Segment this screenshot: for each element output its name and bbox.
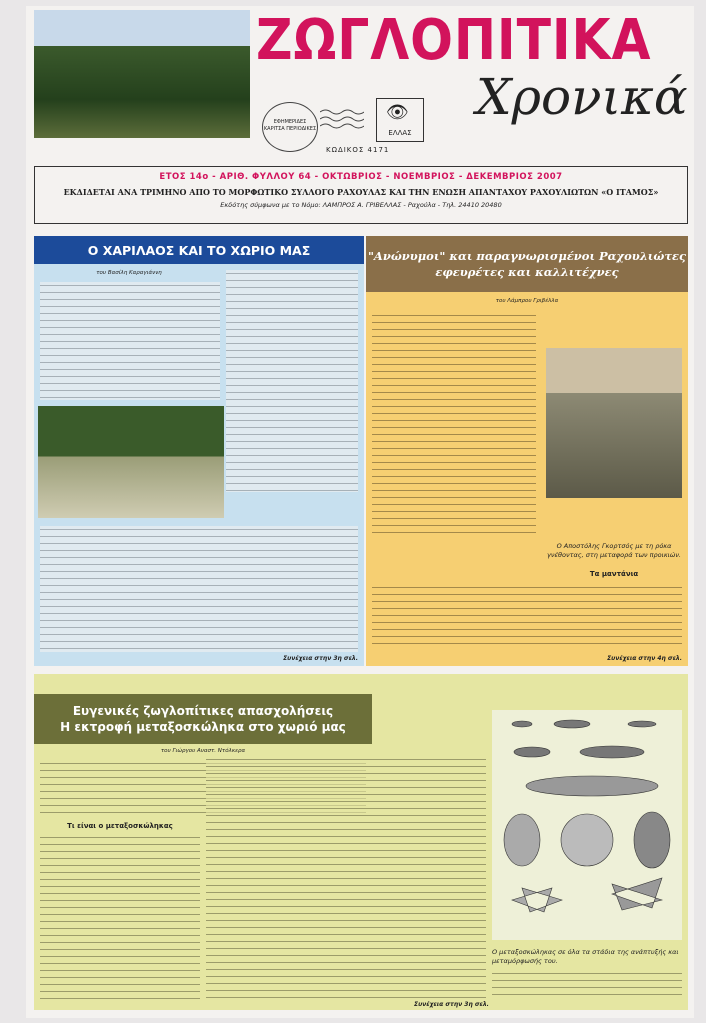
article3-text-col1 [40,834,200,1002]
article3-headline [34,694,372,744]
article3-continued: Συνέχεια στην 3η σελ. [414,1001,489,1008]
article3-illustration-caption: Ο μεταξοσκώληκας σε όλα τα στάδια της ανάπτυξής και μεταμόρφωσής του. [492,948,679,965]
article1-text-col2 [226,270,358,492]
newspaper-page [26,6,694,1018]
publication-code: ΚΩΔΙΚΟΣ 4171 [326,146,390,154]
article2-photo-caption: Ο Αποστόλης Γκορτσός με τη ρόκα γνέθοντας, στη μεταφορά των προικιών. [547,542,681,559]
article1-text-col1-top [40,282,220,400]
article2-byline: του Λάμπρου Γριβέλλα [495,298,559,304]
article2-headline [366,236,688,292]
article3-subhead: Τι είναι ο μεταξοσκώληκας [67,822,173,830]
article1-continued: Συνέχεια στην 3η σελ. [283,655,358,662]
article2-continued: Συνέχεια στην 4η σελ. [607,655,682,662]
article2-subhead: Τα μαντάνια [589,570,639,578]
masthead-title: ΖΩΓΛΟΠΙΤΙΚΑ [256,8,652,73]
article2-text-col1 [372,312,536,538]
article2-text-bottom [372,584,682,648]
owner-line: Εκδότης σύμφωνα με το Νόμο: ΛΑΜΠΡΟΣ Α. ΓΡΙΒΕΛΛΑΣ - Ραχούλα - Τηλ. 24410 20480 [220,201,502,209]
masthead-info-box [34,166,688,224]
issue-line: ΕΤΟΣ 14ο - ΑΡΙΘ. ΦΥΛΛΟΥ 64 - ΟΚΤΩΒΡΙΟΣ - ΝΟΕΜΒΡΙΟΣ - ΔΕΚΕΜΒΡΙΟΣ 2007 [159,172,563,182]
postage-stamp: ΕΦΗΜΕΡΙΔΕΣ ΚΑΡΙΤΣΑ ΠΕΡΙΟΔΙΚΕΣ [262,102,318,152]
masthead-subtitle: Χρονικά [476,68,688,126]
article-silkworm [34,674,688,1010]
article1-photo-villagers [38,406,224,518]
eye-logo-icon: 👁 [386,102,409,123]
article3-text-col2 [206,756,486,1002]
header-photo-chestnut-tree [34,10,250,138]
article2-photo-man-spinning [546,348,682,498]
article1-byline: του Βασίλη Καραγιάννη [96,270,162,276]
article3-headline-line1: Ευγενικές ζωγλοπίτικες απασχολήσεις [72,704,334,718]
article3-headline-line2: Η εκτροφή μεταξοσκώληκα στο χωριό μας [60,720,346,734]
greece-stamp: ΕΛΛΑΣ [376,98,424,142]
article3-byline: του Γιώργου Αναστ. Ντόλκερα [160,748,246,754]
postmark-waves-icon [320,108,364,134]
article-charilaos [34,236,364,666]
article1-text-bottom [40,526,358,652]
article2-headline-line2: εφευρέτες και καλλιτέχνες [435,265,619,279]
article2-headline-line1: "Ανώνυμοι" και παραγνωρισμένοι Ραχουλιώτες [367,249,687,263]
publisher-line: ΕΚΔΙΔΕΤΑΙ ΑΝΑ ΤΡΙΜΗΝΟ ΑΠΟ ΤΟ ΜΟΡΦΩΤΙΚΟ ΣΥΛΛΟΓΟ ΡΑΧΟΥΛΑΣ ΚΑΙ ΤΗΝ ΕΝΩΣΗ ΑΠΑΝΤΑΧΟΥ ΡΑΧΟΥΛΙΩΤΩΝ «Ο ΙΤΑΜΟΣ» [63,187,659,197]
silkworm-stages-illustration [492,710,682,940]
article-inventors [366,236,688,666]
article3-caption-legend [492,970,682,1000]
article1-headline: Ο ΧΑΡΙΛΑΟΣ ΚΑΙ ΤΟ ΧΩΡΙΟ ΜΑΣ [34,236,364,264]
